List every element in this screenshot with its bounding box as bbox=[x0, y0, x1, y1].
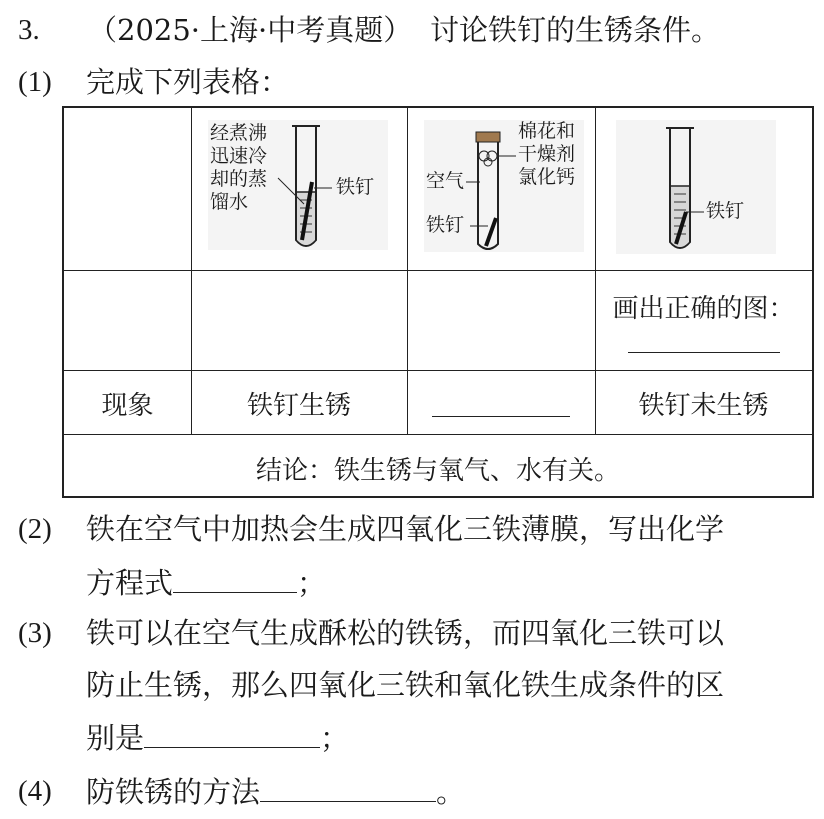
draw-prompt: 画出正确的图： bbox=[612, 294, 795, 324]
result-1: 铁钉生锈 bbox=[246, 391, 351, 421]
part1-number: (1) bbox=[18, 66, 52, 98]
experiment-table bbox=[62, 106, 814, 498]
air-label: 空气 bbox=[426, 170, 465, 192]
question-source: （2025·上海·中考真题） bbox=[88, 13, 413, 47]
result-3: 铁钉未生锈 bbox=[638, 391, 769, 421]
difference-blank[interactable] bbox=[144, 717, 320, 748]
draw-answer-blank[interactable] bbox=[628, 322, 780, 353]
water-label: 经煮沸 迅速冷 却的蒸 馏水 bbox=[210, 122, 268, 213]
part2-line1: 铁在空气中加热会生成四氧化三铁薄膜，写出化学 bbox=[86, 512, 725, 546]
nail-label-1: 铁钉 bbox=[336, 176, 375, 198]
equation-blank[interactable] bbox=[173, 562, 297, 593]
part1-prompt: 完成下列表格： bbox=[86, 65, 290, 99]
result-2-blank[interactable] bbox=[432, 386, 570, 417]
phenomenon-label: 现象 bbox=[101, 391, 154, 421]
nail-label-3: 铁钉 bbox=[706, 200, 745, 222]
conclusion: 结论：铁生锈与氧气、水有关。 bbox=[255, 456, 620, 486]
part2-line2: 方程式 ； bbox=[86, 562, 326, 603]
part4-number: (4) bbox=[18, 775, 52, 807]
question-title: 讨论铁钉的生锈条件。 bbox=[430, 13, 721, 47]
part3-line3: 别是 ； bbox=[86, 717, 349, 758]
test-tube-figure-2 bbox=[424, 120, 584, 252]
question-number: 3. bbox=[18, 14, 40, 46]
nail-label-2: 铁钉 bbox=[426, 214, 465, 236]
method-blank[interactable] bbox=[260, 771, 436, 802]
test-tube-figure-1 bbox=[208, 120, 388, 250]
cotton-desiccant-label: 棉花和 干燥剂 氯化钙 bbox=[518, 120, 576, 188]
part3-number: (3) bbox=[18, 617, 52, 649]
part3-line2: 防止生锈，那么四氧化三铁和氧化铁生成条件的区 bbox=[86, 668, 725, 702]
part3-line1: 铁可以在空气生成酥松的铁锈，而四氧化三铁可以 bbox=[86, 616, 725, 650]
part2-number: (2) bbox=[18, 513, 52, 545]
part4-line: 防铁锈的方法 。 bbox=[86, 771, 465, 812]
test-tube-figure-3 bbox=[616, 120, 776, 254]
